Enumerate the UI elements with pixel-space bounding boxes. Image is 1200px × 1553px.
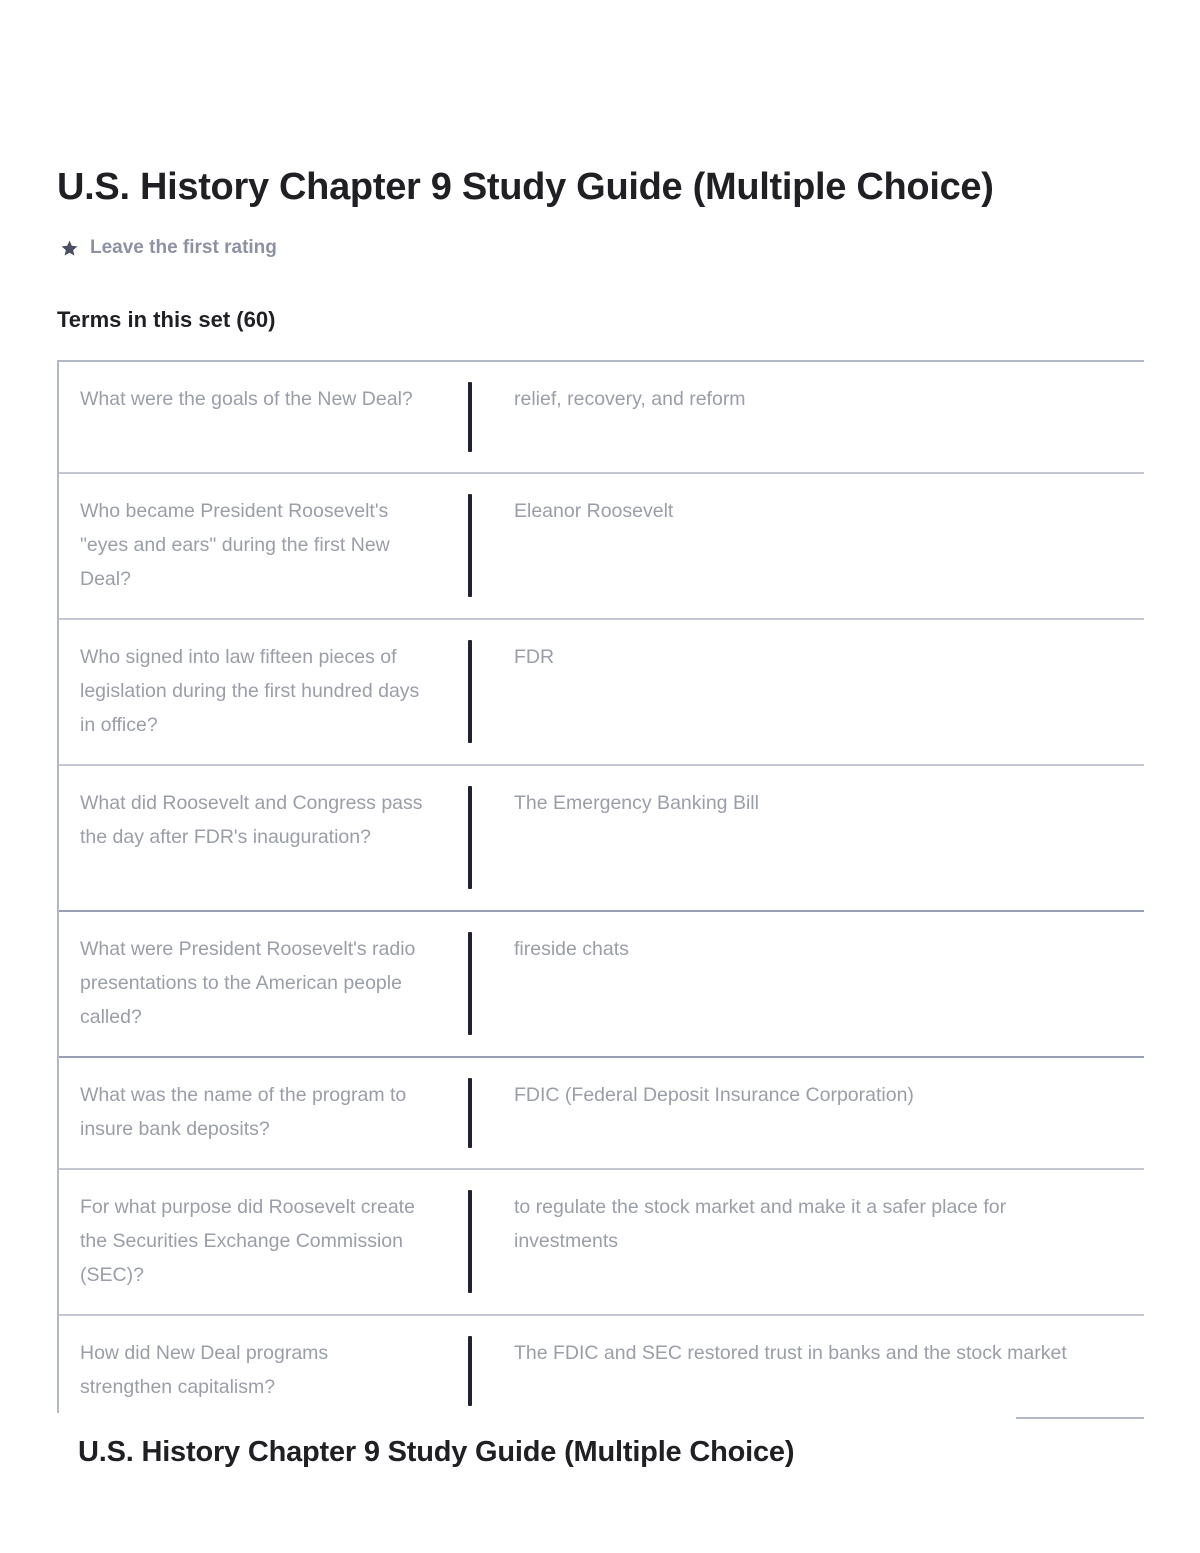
rating-label: Leave the first rating — [90, 237, 277, 258]
definition-text: relief, recovery, and reform — [514, 388, 746, 410]
term-row[interactable] — [59, 1316, 1144, 1413]
term-text: What was the name of the program to insure bank deposits? — [80, 1084, 407, 1140]
term-row[interactable] — [59, 912, 1144, 1058]
definition-text: FDR — [514, 646, 555, 668]
term-text: What were President Roosevelt's radio presentations to the American people called? — [80, 938, 416, 1028]
rating-link[interactable] — [60, 237, 277, 259]
row-divider — [468, 1336, 472, 1406]
term-row[interactable] — [59, 766, 1144, 912]
term-row[interactable] — [59, 620, 1144, 766]
definition-text: FDIC (Federal Deposit Insurance Corporation) — [514, 1084, 914, 1106]
definition-text: to regulate the stock market and make it a safer place for investments — [514, 1196, 1007, 1252]
term-text: Who signed into law fifteen pieces of legislation during the first hundred days in office? — [80, 646, 420, 736]
row-divider — [468, 382, 472, 452]
term-row[interactable] — [59, 1058, 1144, 1170]
row-divider — [468, 932, 472, 1035]
term-text: For what purpose did Roosevelt create the Securities Exchange Commission (SEC)? — [80, 1196, 415, 1286]
row-divider — [468, 786, 472, 889]
term-row[interactable] — [59, 474, 1144, 620]
terms-list — [57, 360, 1144, 1413]
terms-heading: Terms in this set (60) — [57, 307, 276, 332]
footer-rule — [1016, 1417, 1144, 1419]
term-text: What did Roosevelt and Congress pass the day after FDR's inauguration? — [80, 792, 423, 848]
definition-text: The Emergency Banking Bill — [514, 792, 759, 814]
term-row[interactable] — [59, 1170, 1144, 1316]
term-row[interactable] — [59, 362, 1144, 474]
definition-text: fireside chats — [514, 938, 629, 960]
row-divider — [468, 494, 472, 597]
term-text: Who became President Roosevelt's "eyes and ears" during the first New Deal? — [80, 500, 390, 590]
footer-title: U.S. History Chapter 9 Study Guide (Multiple Choice) — [78, 1436, 795, 1468]
page-title: U.S. History Chapter 9 Study Guide (Multiple Choice) — [57, 166, 994, 208]
definition-text: The FDIC and SEC restored trust in banks and the stock market — [514, 1342, 1067, 1364]
definition-text: Eleanor Roosevelt — [514, 500, 674, 522]
term-text: How did New Deal programs strengthen capitalism? — [80, 1342, 329, 1398]
row-divider — [468, 1190, 472, 1293]
row-divider — [468, 1078, 472, 1148]
term-text: What were the goals of the New Deal? — [80, 388, 413, 410]
star-icon — [60, 239, 79, 258]
row-divider — [468, 640, 472, 743]
